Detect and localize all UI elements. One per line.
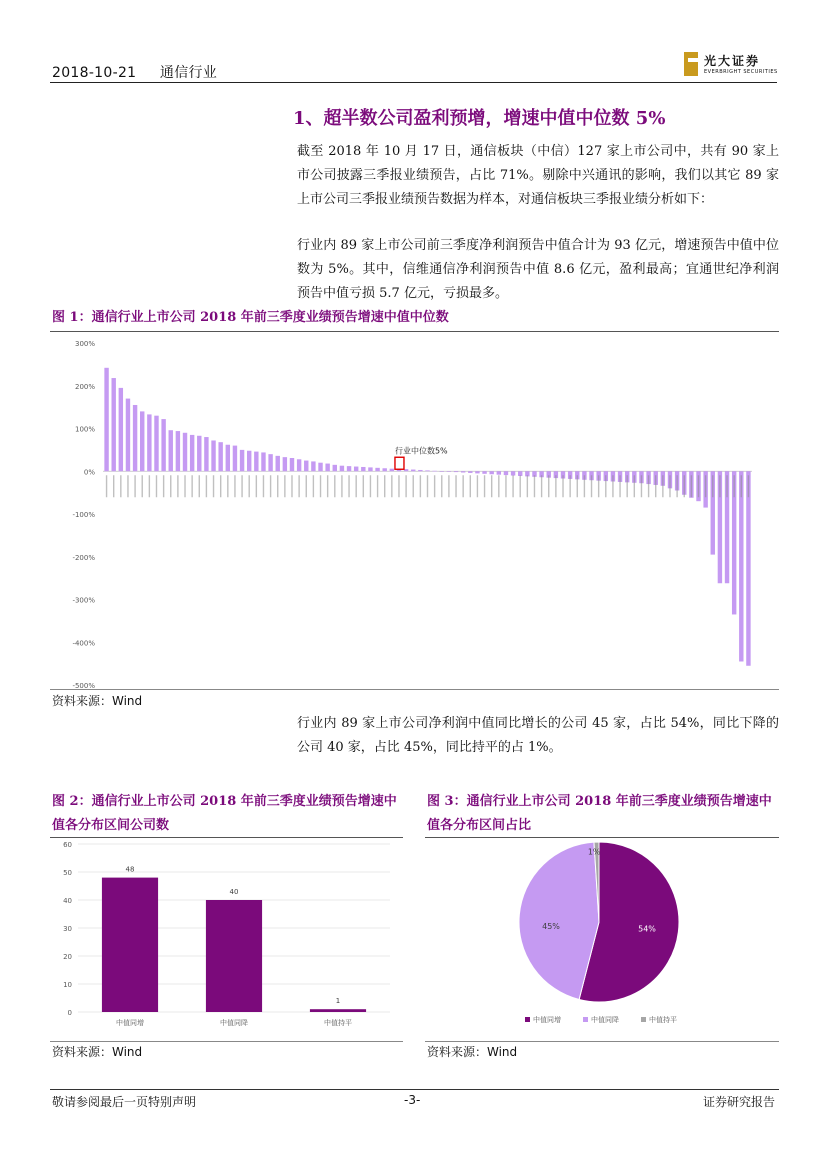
figure1-bar (390, 469, 394, 472)
figure1-bar (454, 471, 458, 472)
logo-mark-icon (684, 52, 698, 76)
report-date: 2018-10-21 (52, 65, 137, 81)
figure2-title: 图 2：通信行业上市公司 2018 年前三季度业绩预告增速中值各分布区间公司数 (52, 794, 397, 833)
figure1-x-label-mark (427, 475, 428, 497)
figure1-x-label-mark (619, 475, 620, 497)
figure3-legend-swatch (583, 1017, 588, 1022)
figure1-bar (432, 471, 436, 472)
figure1-bar (226, 445, 230, 472)
figure1-x-label-mark (227, 475, 228, 497)
figure1-x-label-mark (398, 475, 399, 497)
figure1-x-label-mark (199, 475, 200, 497)
figure1-bar (411, 470, 415, 472)
figure1-x-label-mark (256, 475, 257, 497)
figure1-x-label-mark (648, 475, 649, 497)
figure1-x-label-mark (598, 475, 599, 497)
figure1-x-label-mark (698, 475, 699, 497)
figure1-bar (190, 435, 194, 471)
figure1-x-label-mark (420, 475, 421, 497)
figure2-x-tick-label: 中值同降 (220, 1019, 248, 1027)
figure1-x-label-mark (127, 475, 128, 497)
figure1-x-label-mark (577, 475, 578, 497)
figure1-bar (347, 466, 351, 471)
figure1-bar (383, 468, 387, 471)
figure1-bar (233, 446, 237, 472)
figure1-bar (739, 471, 743, 661)
figure1-x-label-mark (370, 475, 371, 497)
figure1-bar (204, 437, 208, 471)
figure1-bar (447, 471, 451, 472)
header-divider (50, 82, 777, 83)
figure3-data-label: 45% (542, 922, 560, 931)
figure1-x-label-mark (298, 475, 299, 497)
figure1-x-label-mark (120, 475, 121, 497)
figure3-legend-swatch (641, 1017, 646, 1022)
figure1-x-label-mark (184, 475, 185, 497)
figure3-legend-label: 中值同增 (533, 1016, 561, 1024)
figure1-bar (211, 440, 215, 471)
figure2-source: 资料来源：Wind (52, 1045, 143, 1059)
figure1-y-tick-label: -300% (72, 596, 95, 605)
figure1-x-label-mark (142, 475, 143, 497)
figure1-bar (468, 471, 472, 473)
figure1-bar (518, 471, 522, 476)
logo-english-name: EVERBRIGHT SECURITIES (704, 69, 778, 75)
figure1-median-label: 行业中位数5% (394, 446, 448, 456)
figure1-median-marker (395, 457, 404, 469)
figure1-x-label-mark (270, 475, 271, 497)
figure1-x-label-mark (384, 475, 385, 497)
figure1-bar (489, 471, 493, 474)
figure1-bar (375, 468, 379, 471)
figure1-y-tick-label: 200% (74, 382, 95, 391)
figure1-bar (333, 465, 337, 471)
figure1-x-label-mark (477, 475, 478, 497)
figure1-x-label-mark (363, 475, 364, 497)
figure1-x-label-mark (748, 475, 749, 497)
figure1-bar (176, 431, 180, 471)
figure1-x-label-mark (220, 475, 221, 497)
figure3-legend-label: 中值同降 (591, 1016, 619, 1024)
figure2-y-tick-label: 10 (63, 981, 72, 989)
figure1-x-label-mark (234, 475, 235, 497)
figure1-x-label-mark (741, 475, 742, 497)
figure1-bar (218, 442, 222, 471)
figure1-bottom-rule (50, 689, 779, 690)
figure1-x-label-mark (334, 475, 335, 497)
figure1-x-label-mark (156, 475, 157, 497)
figure1-bar (425, 470, 429, 471)
figure1-x-label-mark (520, 475, 521, 497)
figure3-slices (519, 842, 679, 1002)
figure1-x-label-mark (284, 475, 285, 497)
figure1-x-label-mark (712, 475, 713, 497)
figure1-bar (111, 378, 115, 471)
figure1-x-label-mark (548, 475, 549, 497)
figure1-bar (254, 452, 258, 472)
logo-chinese-name: 光大证券 (704, 54, 761, 68)
figure2-bar (102, 878, 158, 1012)
figure1-bar (354, 467, 358, 472)
company-logo (684, 52, 779, 78)
figure1-bar (746, 471, 750, 666)
figure1-x-label-mark (320, 475, 321, 497)
figure3-source: 资料来源：Wind (427, 1045, 518, 1059)
figure1-x-label-mark (291, 475, 292, 497)
figure1-top-rule (50, 331, 779, 332)
figure1-bar (440, 471, 444, 472)
footer-report-type: 证券研究报告 (703, 1095, 776, 1109)
figure1-x-label-mark (584, 475, 585, 497)
figure1-y-tick-label: 300% (74, 340, 95, 348)
figure1-bar (261, 452, 265, 471)
figure1-y-tick-label: -500% (72, 682, 95, 689)
figure3-title: 图 3：通信行业上市公司 2018 年前三季度业绩预告增速中值各分布区间占比 (427, 794, 772, 833)
figure1-x-label-mark (569, 475, 570, 497)
figure1-y-tick-label: 100% (74, 425, 95, 434)
figure3-data-label: 1% (587, 847, 601, 857)
figure1-bar (318, 463, 322, 472)
figure2-x-tick-label: 中值持平 (324, 1019, 352, 1027)
figure2-bar-chart (50, 838, 403, 1040)
figure1-x-label-mark (527, 475, 528, 497)
figure1-bar (304, 461, 308, 472)
figure2-y-tick-label: 20 (63, 953, 72, 961)
figure1-bar (325, 464, 329, 472)
figure1-x-label-mark (491, 475, 492, 497)
figure1-x-label-mark (413, 475, 414, 497)
figure1-x-label-mark (377, 475, 378, 497)
figure1-x-label-mark (498, 475, 499, 497)
figure1-x-labels (106, 475, 749, 497)
figure2-y-tick-label: 40 (63, 897, 72, 905)
figure2-y-tick-label: 60 (63, 841, 72, 849)
industry-name: 通信行业 (159, 65, 218, 81)
figure1-x-label-mark (306, 475, 307, 497)
figure1-x-label-mark (241, 475, 242, 497)
figure1-bar (511, 471, 515, 475)
figure1-x-label-mark (534, 475, 535, 497)
figure1-x-label-mark (213, 475, 214, 497)
figure1-x-label-mark (733, 475, 734, 497)
figure1-bar (368, 467, 372, 471)
figure1-bar (154, 416, 158, 472)
figure2-bar (310, 1009, 366, 1012)
figure1-bar (247, 451, 251, 472)
figure1-x-label-mark (277, 475, 278, 497)
figure1-bars (104, 368, 750, 666)
figure3-data-label: 54% (638, 924, 656, 934)
logo-mark-notch (688, 58, 698, 62)
figure3-legend (525, 1015, 677, 1024)
figure1-bar (104, 368, 108, 471)
figure1-bar (119, 388, 123, 471)
figure1-x-label-mark (634, 475, 635, 497)
figure3-legend-swatch (525, 1017, 530, 1022)
figure1-x-label-mark (605, 475, 606, 497)
figure2-y-tick-label: 0 (67, 1009, 72, 1017)
figure2-bar (206, 900, 262, 1012)
figure1-x-label-mark (684, 475, 685, 497)
figure1-x-label-mark (170, 475, 171, 497)
figure1-x-label-mark (555, 475, 556, 497)
figure1-x-label-mark (191, 475, 192, 497)
figure1-bar (290, 458, 294, 471)
figure1-x-label-mark (541, 475, 542, 497)
figure1-x-label-mark (455, 475, 456, 497)
figure1-x-label-mark (726, 475, 727, 497)
figure2-data-label: 40 (229, 888, 239, 896)
figure1-x-label-mark (641, 475, 642, 497)
figure1-bar (283, 457, 287, 471)
figure1-x-label-mark (113, 475, 114, 497)
figure1-x-label-mark (341, 475, 342, 497)
figure1-bar (169, 430, 173, 471)
figure1-x-label-mark (177, 475, 178, 497)
figure1-y-tick-label: 0% (83, 468, 95, 477)
figure1-x-label-mark (505, 475, 506, 497)
figure1-y-axis (72, 340, 752, 689)
figure1-x-label-mark (348, 475, 349, 497)
figure1-x-label-mark (470, 475, 471, 497)
figure2-bars (102, 866, 366, 1027)
figure1-x-label-mark (448, 475, 449, 497)
figure3-bottom-rule (425, 1041, 779, 1042)
paragraph-distribution: 行业内 89 家上市公司净利润中值同比增长的公司 45 家，占比 54%，同比下降的公司 40 家，占比 45%，同比持平的占 1%。 (297, 716, 779, 755)
figure1-bar (147, 414, 151, 471)
figure1-bar (461, 471, 465, 472)
figure1-x-label-mark (313, 475, 314, 497)
section-title: 1、超半数公司盈利预增，增速中值中位数 5% (293, 108, 666, 129)
figure1-x-label-mark (512, 475, 513, 497)
figure1-x-label-mark (655, 475, 656, 497)
figure1-x-label-mark (662, 475, 663, 497)
figure1-x-label-mark (484, 475, 485, 497)
figure1-y-tick-label: -400% (72, 639, 95, 648)
figure2-data-label: 1 (335, 997, 341, 1006)
figure1-bar (183, 433, 187, 471)
figure1-bar (126, 399, 130, 472)
page-number: -3- (404, 1093, 421, 1107)
figure2-bottom-rule (50, 1041, 403, 1042)
figure2-y-tick-label: 50 (63, 869, 72, 877)
figure1-x-label-mark (391, 475, 392, 497)
figure1-x-label-mark (263, 475, 264, 497)
figure1-x-label-mark (327, 475, 328, 497)
figure2-x-tick-label: 中值同增 (116, 1019, 144, 1027)
figure1-x-label-mark (462, 475, 463, 497)
footer-disclaimer: 敬请参阅最后一页特别声明 (52, 1095, 197, 1109)
figure1-bar (475, 471, 479, 473)
figure1-y-tick-label: -100% (72, 511, 95, 519)
figure1-bar (240, 450, 244, 471)
figure1-median-annotation (395, 445, 448, 469)
figure1-x-label-mark (355, 475, 356, 497)
figure3-pie-chart (425, 838, 779, 1040)
footer-divider (50, 1089, 779, 1090)
figure1-bar (311, 461, 315, 471)
figure1-x-label-mark (591, 475, 592, 497)
figure1-x-label-mark (106, 475, 107, 497)
figure1-x-label-mark (676, 475, 677, 497)
paragraph-intro: 截至 2018 年 10 月 17 日，通信板块（中信）127 家上市公司中，共有 90 家上市公司披露三季报业绩预告，占比 71%。剔除中兴通讯的影响，我们以其它 89 家上市公司三季报业绩预告数据为样本，对通信板块三季报业绩分析如下： (297, 144, 779, 207)
figure1-x-label-mark (434, 475, 435, 497)
report-date-and-industry (52, 62, 217, 82)
figure1-x-label-mark (612, 475, 613, 497)
figure1-bar (133, 405, 137, 471)
figure1-x-label-mark (249, 475, 250, 497)
figure1-x-label-mark (405, 475, 406, 497)
figure1-bar (276, 456, 280, 471)
figure1-bar (268, 454, 272, 471)
figure2-y-tick-label: 30 (63, 925, 72, 933)
figure1-bar (504, 471, 508, 475)
figure1-bar (340, 466, 344, 472)
figure1-y-tick-label: -200% (72, 553, 95, 562)
figure1-x-label-mark (626, 475, 627, 497)
figure1-bar (418, 470, 422, 471)
figure1-title: 图 1：通信行业上市公司 2018 年前三季度业绩预告增速中值中位数 (52, 310, 449, 325)
figure1-bar (497, 471, 501, 474)
figure1-x-label-mark (149, 475, 150, 497)
paragraph-summary: 行业内 89 家上市公司前三季度净利润预告中值合计为 93 亿元，增速预告中值中位数为 5%。其中，信维通信净利润预告中值 8.6 亿元，盈利最高；宜通世纪净利润预告中值亏损 5.7 亿元，亏损最多。 (297, 238, 779, 301)
figure1-source: 资料来源：Wind (52, 694, 143, 708)
figure1-x-label-mark (562, 475, 563, 497)
figure2-data-label: 48 (125, 865, 135, 874)
figure1-bar (297, 459, 301, 471)
figure1-bar (361, 467, 365, 471)
figure1-x-label-mark (134, 475, 135, 497)
figure1-x-label-mark (719, 475, 720, 497)
figure1-x-label-mark (441, 475, 442, 497)
figure1-x-label-mark (163, 475, 164, 497)
figure1-bar (482, 471, 486, 474)
figure1-x-label-mark (705, 475, 706, 497)
figure1-bar-chart (50, 333, 779, 689)
figure1-x-label-mark (669, 475, 670, 497)
figure1-bar (140, 411, 144, 471)
figure3-legend-label: 中值持平 (649, 1016, 677, 1024)
figure1-x-label-mark (691, 475, 692, 497)
figure1-bar (161, 419, 165, 471)
figure1-x-label-mark (206, 475, 207, 497)
figure1-bar (197, 436, 201, 471)
